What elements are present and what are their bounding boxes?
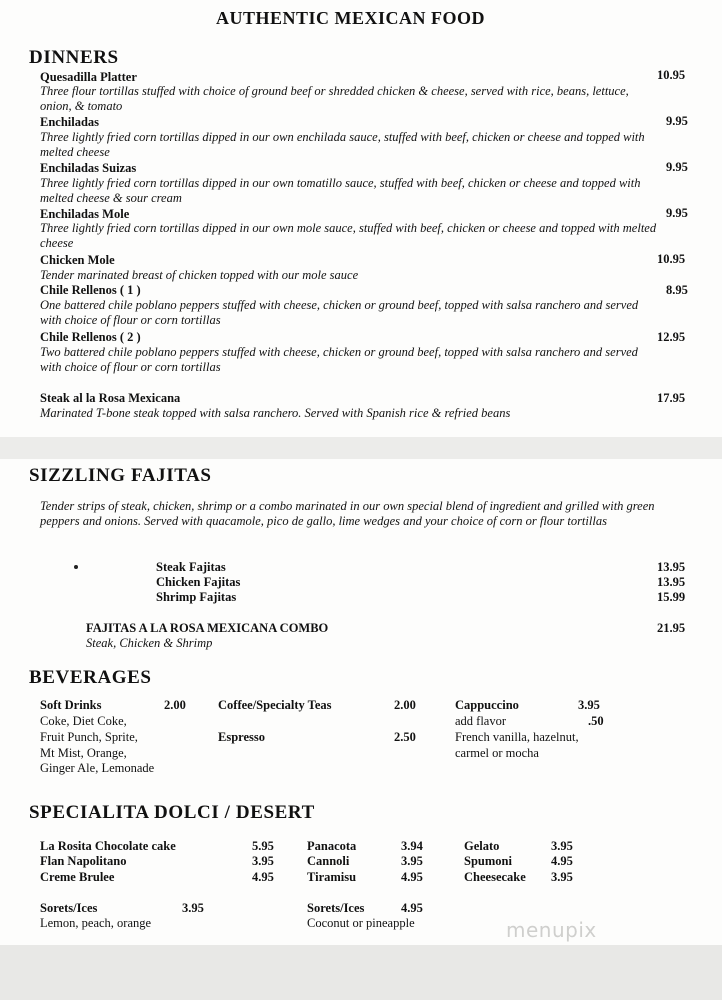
- fajita-combo-desc: Steak, Chicken & Shrimp: [86, 636, 213, 650]
- dessert-name: Cannoli: [307, 854, 350, 868]
- dinner-desc: Three lightly fried corn tortillas dipped in our own enchilada sauce, stuffed with beef, chicken or cheese and topped with melted cheese: [40, 130, 645, 160]
- dinner-name: Chile Rellenos ( 1 ): [40, 283, 141, 297]
- soft-drinks-price: 2.00: [164, 698, 186, 712]
- watermark-logo: menupix: [506, 918, 597, 942]
- cappuccino-name: Cappuccino: [455, 698, 519, 712]
- dinner-price: 8.95: [666, 283, 688, 297]
- dessert-name: Panacota: [307, 839, 357, 853]
- dinner-name: Quesadilla Platter: [40, 70, 137, 84]
- section-divider-band: [0, 437, 722, 459]
- fajitas-desc: Tender strips of steak, chicken, shrimp or a combo marinated in our own special blend of ingredient and grilled with green peppers and onions. Served with quacamole, pico de gallo, lime wedges and your choice of corn or flour tortillas: [40, 499, 655, 529]
- dessert-price: 3.95: [252, 854, 274, 868]
- fajitas-heading: SIZZLING FAJITAS: [29, 465, 212, 486]
- dinner-price: 10.95: [657, 68, 686, 82]
- dessert-price: 4.95: [551, 854, 573, 868]
- sorets-desc: Lemon, peach, orange: [40, 916, 152, 930]
- dessert-name: Creme Brulee: [40, 870, 115, 884]
- dessert-name: Cheesecake: [464, 870, 526, 884]
- dinner-name: Enchiladas Suizas: [40, 161, 137, 175]
- dessert-price: 4.95: [252, 870, 274, 884]
- dinner-name: Enchiladas Mole: [40, 207, 130, 221]
- dessert-name: Gelato: [464, 839, 500, 853]
- bullet-dot: [74, 565, 78, 569]
- dessert-price: 3.95: [401, 854, 423, 868]
- dinner-name: Chicken Mole: [40, 253, 115, 267]
- dinner-name: Enchiladas: [40, 115, 100, 129]
- cappuccino-price: 3.95: [578, 698, 600, 712]
- sorets-price: 4.95: [401, 901, 423, 915]
- soft-drinks-line: Mt Mist, Orange,: [40, 746, 127, 760]
- dessert-name: Flan Napolitano: [40, 854, 127, 868]
- soft-drinks-line: Fruit Punch, Sprite,: [40, 730, 138, 744]
- dessert-price: 3.95: [551, 870, 573, 884]
- fajita-name: Shrimp Fajitas: [156, 590, 237, 604]
- dinner-desc: Three lightly fried corn tortillas dipped in our own mole sauce, stuffed with beef, chicken or cheese and topped with melted cheese: [40, 221, 657, 251]
- dinner-price: 9.95: [666, 206, 688, 220]
- sorets-name: Sorets/Ices: [307, 901, 365, 915]
- beverages-heading: BEVERAGES: [29, 667, 152, 688]
- coffee-price: 2.00: [394, 698, 416, 712]
- dinner-desc: Two battered chile poblano peppers stuffed with cheese, chicken or ground beef, topped with salsa ranchero and served with choice of flour or corn tortillas: [40, 345, 638, 375]
- sorets-price: 3.95: [182, 901, 204, 915]
- dinner-price: 12.95: [657, 330, 686, 344]
- coffee-name: Coffee/Specialty Teas: [218, 698, 332, 712]
- dinner-name: Steak al la Rosa Mexicana: [40, 391, 181, 405]
- fajita-name: Steak Fajitas: [156, 560, 226, 574]
- espresso-name: Espresso: [218, 730, 266, 744]
- dinner-price: 10.95: [657, 252, 686, 266]
- page-title: AUTHENTIC MEXICAN FOOD: [216, 8, 486, 28]
- flavor-line: carmel or mocha: [455, 746, 539, 760]
- dinner-price: 9.95: [666, 160, 688, 174]
- dessert-price: 3.94: [401, 839, 423, 853]
- dinner-desc: Tender marinated breast of chicken topped with our mole sauce: [40, 268, 359, 282]
- dinner-desc: Three lightly fried corn tortillas dipped in our own tomatillo sauce, stuffed with beef, chicken or cheese and topped with melted cheese & sour cream: [40, 176, 641, 206]
- espresso-price: 2.50: [394, 730, 416, 744]
- dinner-desc: Marinated T-bone steak topped with salsa ranchero. Served with Spanish rice & refried beans: [40, 406, 511, 420]
- fajita-price: 13.95: [657, 560, 686, 574]
- dinner-desc: One battered chile poblano peppers stuffed with cheese, chicken or ground beef, topped with salsa ranchero and served with choice of flour or corn tortillas: [40, 298, 639, 328]
- dinner-name: Chile Rellenos ( 2 ): [40, 330, 141, 344]
- soft-drinks-name: Soft Drinks: [40, 698, 102, 712]
- flavor-label: add flavor: [455, 714, 507, 728]
- dinner-desc: Three flour tortillas stuffed with choice of ground beef or shredded chicken & cheese, served with rice, beans, lettuce, onion, & tomato: [40, 84, 629, 114]
- dessert-name: Spumoni: [464, 854, 512, 868]
- dinner-price: 17.95: [657, 391, 686, 405]
- flavor-price: .50: [588, 714, 604, 728]
- dessert-price: 3.95: [551, 839, 573, 853]
- fajita-price: 13.95: [657, 575, 686, 589]
- fajita-name: Chicken Fajitas: [156, 575, 241, 589]
- bottom-strip: [0, 945, 722, 1000]
- flavor-line: French vanilla, hazelnut,: [455, 730, 579, 744]
- sorets-name: Sorets/Ices: [40, 901, 98, 915]
- dinner-price: 9.95: [666, 114, 688, 128]
- fajita-combo-name: FAJITAS A LA ROSA MEXICANA COMBO: [86, 621, 329, 635]
- soft-drinks-line: Ginger Ale, Lemonade: [40, 761, 155, 775]
- fajita-price: 15.99: [657, 590, 686, 604]
- fajita-combo-price: 21.95: [657, 621, 686, 635]
- desserts-heading: SPECIALITA DOLCI / DESERT: [29, 802, 315, 823]
- dessert-name: Tiramisu: [307, 870, 357, 884]
- dinners-heading: DINNERS: [29, 47, 119, 68]
- dessert-name: La Rosita Chocolate cake: [40, 839, 176, 853]
- dessert-price: 4.95: [401, 870, 423, 884]
- sorets-desc: Coconut or pineapple: [307, 916, 415, 930]
- dessert-price: 5.95: [252, 839, 274, 853]
- soft-drinks-line: Coke, Diet Coke,: [40, 714, 127, 728]
